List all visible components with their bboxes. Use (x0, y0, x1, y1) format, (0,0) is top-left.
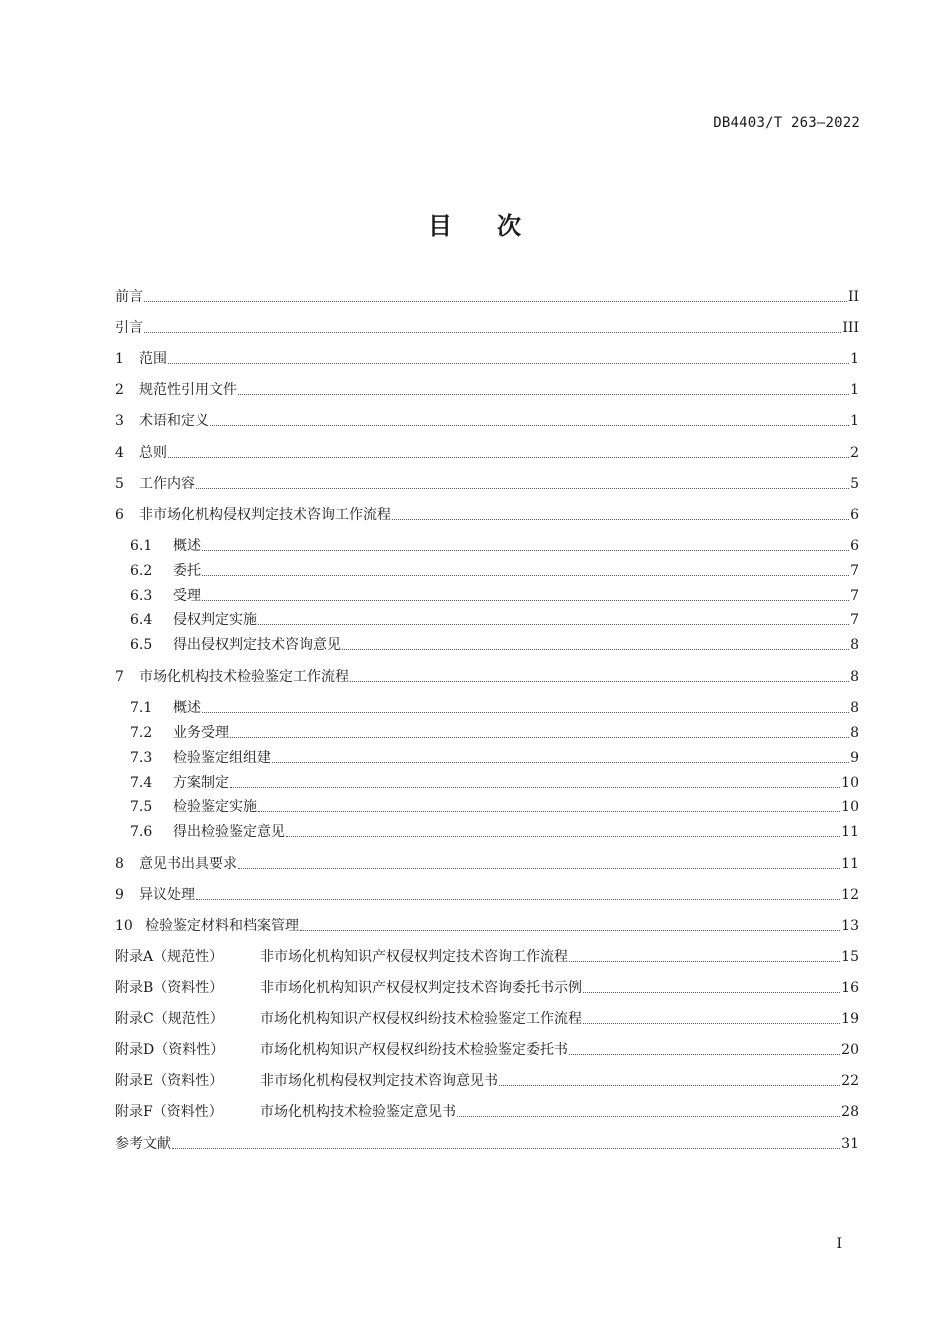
dot-leader (210, 425, 849, 426)
toc-page: 28 (841, 1104, 859, 1120)
toc-number: 7 (115, 669, 124, 685)
toc-label: 方案制定 (173, 775, 229, 791)
toc-page: 11 (841, 824, 859, 840)
dot-leader (583, 1023, 840, 1024)
toc-label: 非市场化机构侵权判定技术咨询工作流程 (139, 507, 391, 523)
title-part-1: 目 (428, 212, 453, 240)
toc-page: 13 (841, 918, 859, 934)
toc-label: 侵权判定实施 (173, 612, 257, 628)
toc-label: 概述 (173, 538, 201, 554)
toc-page: 10 (841, 799, 859, 815)
toc-entry-7-2[interactable] (115, 723, 859, 743)
page-title (0, 206, 950, 241)
toc-page: 1 (850, 351, 859, 367)
toc-entry-introduction[interactable] (115, 318, 859, 338)
toc-entry-references[interactable] (115, 1134, 859, 1154)
toc-number: 5 (115, 476, 124, 492)
dot-leader (202, 600, 849, 601)
document-code: DB4403/T 263—2022 (713, 115, 860, 131)
toc-entry-6-5[interactable] (115, 635, 859, 655)
toc-page: 1 (850, 413, 859, 429)
toc-label: 术语和定义 (139, 413, 209, 429)
dot-leader (202, 550, 849, 551)
toc-label: 市场化机构知识产权侵权纠纷技术检验鉴定委托书 (260, 1042, 568, 1058)
toc-label: 意见书出具要求 (139, 856, 237, 872)
toc-entry-appendix-d[interactable] (115, 1040, 859, 1060)
toc-label: 得出检验鉴定意见 (173, 824, 285, 840)
dot-leader (202, 712, 849, 713)
toc-number: 2 (115, 382, 124, 398)
toc-label: 检验鉴定组组建 (173, 750, 271, 766)
toc-page: 8 (850, 637, 859, 653)
toc-entry-7-4[interactable] (115, 773, 859, 793)
toc-page: 11 (841, 856, 859, 872)
toc-page: 16 (841, 980, 859, 996)
toc-page: 12 (841, 887, 859, 903)
toc-entry-7[interactable] (115, 667, 859, 687)
toc-entry-4[interactable] (115, 443, 859, 463)
toc-page: 7 (850, 612, 859, 628)
toc-page: 15 (841, 949, 859, 965)
toc-page: 1 (850, 382, 859, 398)
toc-label: 前言 (115, 289, 143, 305)
toc-entry-9[interactable] (115, 885, 859, 905)
toc-number: 附录E（资料性） (115, 1073, 224, 1089)
toc-label: 参考文献 (115, 1136, 171, 1152)
toc-entry-3[interactable] (115, 411, 859, 431)
dot-leader (569, 961, 840, 962)
toc-entry-1[interactable] (115, 349, 859, 369)
dot-leader (144, 301, 847, 302)
toc-page: 20 (841, 1042, 859, 1058)
toc-label: 检验鉴定实施 (173, 799, 257, 815)
dot-leader (392, 519, 849, 520)
toc-page: III (842, 320, 859, 336)
toc-entry-6-1[interactable] (115, 536, 859, 556)
toc-page: 6 (850, 507, 859, 523)
toc-number: 附录D（资料性） (115, 1042, 225, 1058)
toc-number: 附录F（资料性） (115, 1104, 223, 1120)
toc-number: 6.5 (130, 637, 153, 653)
toc-number: 7.2 (130, 725, 153, 741)
dot-leader (230, 737, 849, 738)
toc-label: 得出侵权判定技术咨询意见 (173, 637, 341, 653)
toc-entry-7-3[interactable] (115, 748, 859, 768)
toc-page: 22 (841, 1073, 859, 1089)
toc-label: 范围 (139, 351, 167, 367)
toc-entry-7-1[interactable] (115, 698, 859, 718)
toc-entry-6-3[interactable] (115, 586, 859, 606)
dot-leader (457, 1116, 840, 1117)
toc-label: 市场化机构技术检验鉴定意见书 (260, 1104, 456, 1120)
title-part-2: 次 (497, 212, 522, 240)
toc-page: 8 (850, 669, 859, 685)
toc-entry-2[interactable] (115, 380, 859, 400)
footer-page-number: I (836, 1236, 842, 1252)
toc-label: 概述 (173, 700, 201, 716)
toc-label: 异议处理 (139, 887, 195, 903)
toc-entry-appendix-f[interactable] (115, 1102, 859, 1122)
toc-number: 6.4 (130, 612, 153, 628)
toc-label: 委托 (173, 563, 201, 579)
toc-entry-7-6[interactable] (115, 822, 859, 842)
dot-leader (168, 457, 849, 458)
toc-number: 8 (115, 856, 124, 872)
toc-number: 7.3 (130, 750, 153, 766)
toc-number: 7.1 (130, 700, 153, 716)
toc-entry-8[interactable] (115, 854, 859, 874)
dot-leader (202, 575, 849, 576)
toc-label: 市场化机构知识产权侵权纠纷技术检验鉴定工作流程 (260, 1011, 582, 1027)
dot-leader (286, 836, 840, 837)
dot-leader (230, 787, 840, 788)
toc-entry-6[interactable] (115, 505, 859, 525)
toc-label: 工作内容 (139, 476, 195, 492)
dot-leader (144, 332, 841, 333)
toc-page: 10 (841, 775, 859, 791)
toc-number: 附录B（资料性） (115, 980, 224, 996)
toc-number: 6.2 (130, 563, 153, 579)
toc-label: 引言 (115, 320, 143, 336)
dot-leader (196, 488, 849, 489)
toc-number: 1 (115, 351, 124, 367)
toc-number: 7.6 (130, 824, 153, 840)
toc-entry-10[interactable] (115, 916, 859, 936)
toc-entry-7-5[interactable] (115, 797, 859, 817)
dot-leader (569, 1054, 840, 1055)
toc-number: 6.3 (130, 588, 153, 604)
dot-leader (172, 1148, 840, 1149)
dot-leader (258, 624, 849, 625)
dot-leader (196, 899, 840, 900)
dot-leader (168, 363, 849, 364)
toc-label: 市场化机构技术检验鉴定工作流程 (139, 669, 349, 685)
dot-leader (350, 681, 849, 682)
dot-leader (342, 649, 849, 650)
toc-entry-5[interactable] (115, 474, 859, 494)
toc-number: 7.5 (130, 799, 153, 815)
toc-label: 非市场化机构侵权判定技术咨询意见书 (260, 1073, 498, 1089)
toc-entry-6-2[interactable] (115, 561, 859, 581)
toc-number: 9 (115, 887, 124, 903)
toc-page: 2 (850, 445, 859, 461)
toc-label: 受理 (173, 588, 201, 604)
dot-leader (238, 868, 840, 869)
toc-entry-appendix-e[interactable] (115, 1071, 859, 1091)
toc-number: 附录C（规范性） (115, 1011, 224, 1027)
toc-page: 19 (841, 1011, 859, 1027)
toc-page: 7 (850, 588, 859, 604)
toc-entry-foreword[interactable] (115, 287, 859, 307)
toc-label: 规范性引用文件 (139, 382, 237, 398)
toc-page: 8 (850, 725, 859, 741)
dot-leader (272, 762, 849, 763)
toc-number: 10 (115, 918, 133, 934)
toc-label: 总则 (139, 445, 167, 461)
dot-leader (499, 1085, 840, 1086)
toc-page: 6 (850, 538, 859, 554)
toc-page: 31 (841, 1136, 859, 1152)
dot-leader (300, 930, 840, 931)
toc-number: 3 (115, 413, 124, 429)
toc-number: 6.1 (130, 538, 153, 554)
toc-entry-6-4[interactable] (115, 610, 859, 630)
toc-number: 6 (115, 507, 124, 523)
toc-entry-appendix-b[interactable] (115, 978, 859, 998)
dot-leader (258, 811, 840, 812)
toc-page: 9 (850, 750, 859, 766)
toc-page: 5 (850, 476, 859, 492)
toc-page: 7 (850, 563, 859, 579)
toc-number: 附录A（规范性） (115, 949, 224, 965)
toc-page: II (847, 289, 859, 305)
dot-leader (583, 992, 840, 993)
toc-entry-appendix-c[interactable] (115, 1009, 859, 1029)
toc-label: 业务受理 (173, 725, 229, 741)
toc-page: 8 (850, 700, 859, 716)
toc-label: 非市场化机构知识产权侵权判定技术咨询委托书示例 (260, 980, 582, 996)
dot-leader (238, 394, 849, 395)
toc-label: 非市场化机构知识产权侵权判定技术咨询工作流程 (260, 949, 568, 965)
toc-entry-appendix-a[interactable] (115, 947, 859, 967)
toc-label: 检验鉴定材料和档案管理 (145, 918, 299, 934)
toc-number: 7.4 (130, 775, 153, 791)
toc-number: 4 (115, 445, 124, 461)
